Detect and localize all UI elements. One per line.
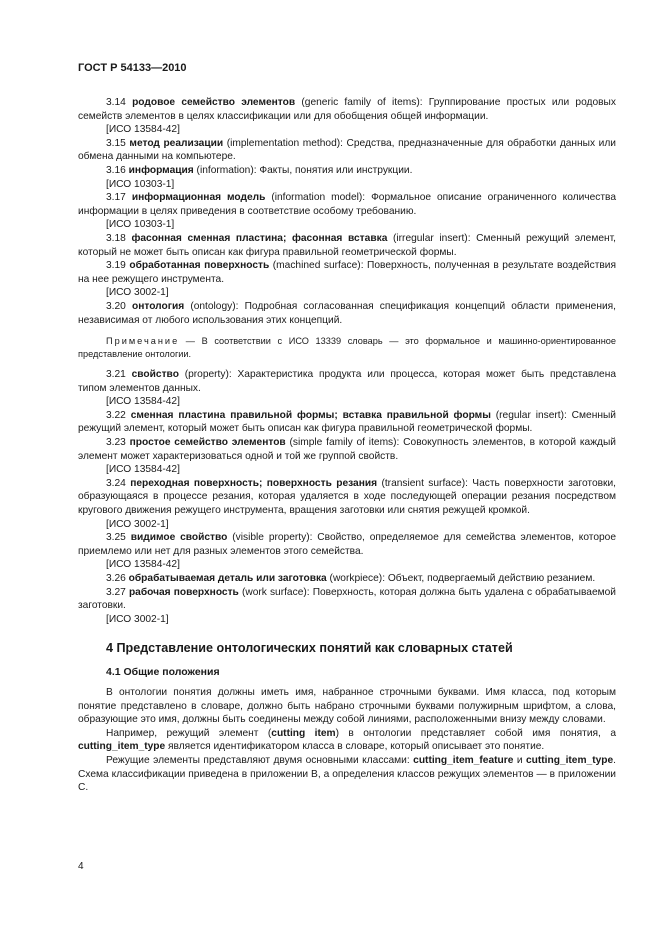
entry-3-26: 3.26 обрабатываемая деталь или заготовка (workpiece): Объект, подвергаемый действию резанием. [106, 573, 596, 584]
entry-3-19: 3.19 обработанная поверхность (machined surface): Поверхность, полученная в результате воздействия на нее режущего инструмента. [78, 260, 616, 285]
entry-3-14: 3.14 родовое семейство элементов (generic family of items): Группирование простых или родовых семейств элементов в целях классификации или для обобщения общей информации. [78, 97, 616, 122]
source-ref: [ИСО 13584-42] [106, 124, 180, 136]
paragraph: Например, режущий элемент (cutting item) в онтологии представляет собой имя понятия, а cutting_item_type является идентификатором класса в словаре, который описывает это понятие. [78, 727, 616, 753]
term: простое семейство элементов [129, 437, 286, 449]
note: Примечание — В соответствии с ИСО 13339 словарь — это формальное и машинно-ориентированное представление онтологии. [78, 336, 616, 359]
entry-3-15: 3.15 метод реализации (implementation method): Средства, предназначенные для обработки данных или обмена данными на компьютере. [78, 137, 616, 163]
entry-3-25: 3.25 видимое свойство (visible property): Свойство, определяемое для семейства элементов, которое приемлемо или нет для разных элементов этого семейства. [78, 532, 616, 557]
entry-3-24: 3.24 переходная поверхность; поверхность резания (transient surface): Часть поверхности заготовки, образующаяся в процессе резания, которая удаляется в ходе последующей операции резания посредством кругового движения режущего инструмента, вращения заготовки или снятия режущей кромкой. [78, 477, 617, 517]
term: сменная пластина правильной формы; вставка правильной формы [130, 409, 491, 421]
term: свойство [131, 369, 179, 381]
paragraph: В онтологии понятия должны иметь имя, набранное строчными буквами. Имя класса, под которым понятие представлено в словаре, должно быть набрано строчными буквами полужирным шрифтом, а слова, образующие это имя, должны быть соединены между собой линиями, расположенными внизу между словами. [78, 686, 616, 726]
term: рабочая поверхность [128, 586, 239, 598]
entry-3-16: 3.16 информация (information): Факты, понятия или инструкции. [106, 164, 413, 176]
term: фасонная сменная пластина; фасонная вставка [131, 232, 388, 244]
document-header: ГОСТ Р 54133—2010 [78, 62, 187, 74]
source-ref: [ИСО 13584-42] [106, 396, 180, 408]
entry-3-21: 3.21 свойство (property): Характеристика продукта или процесса, которая может быть представлена типом элементов данных. [78, 369, 616, 394]
source-ref: [ИСО 3002-1] [106, 613, 169, 625]
subsection-heading: 4.1 Общие положения [106, 666, 220, 679]
term: метод реализации [129, 137, 224, 149]
term: онтология [131, 300, 185, 312]
source-ref: [ИСО 10303-1] [106, 178, 175, 190]
term: обрабатываемая деталь или заготовка [128, 573, 327, 584]
term: видимое свойство [130, 532, 228, 544]
term: переходная поверхность; поверхность резания [130, 477, 378, 489]
page-content [78, 96, 616, 795]
note-label: Примечание [106, 336, 180, 347]
page-number: 4 [78, 861, 84, 872]
source-ref: [ИСО 3002-1] [106, 287, 169, 299]
paragraph: Режущие элементы представляют двумя основными классами: cutting_item_feature и cutting_item_type. Схема классификации приведена в приложении В, а определения классов режущих элементов — в приложении С. [78, 754, 616, 794]
section-heading: 4 Представление онтологических понятий как словарных статей [106, 641, 513, 656]
term: родовое семейство элементов [132, 97, 296, 108]
source-ref: [ИСО 3002-1] [106, 518, 169, 530]
entry-3-23: 3.23 простое семейство элементов (simple family of items): Совокупность элементов, в которой каждый элемент может характеризоваться одной и той же группой свойств. [78, 437, 616, 462]
source-ref: [ИСО 13584-42] [106, 559, 180, 571]
entry-3-18: 3.18 фасонная сменная пластина; фасонная вставка (irregular insert): Сменный режущий элемент, который не может быть описан как фигура правильной геометрической формы. [78, 232, 616, 258]
term: информация [128, 164, 194, 176]
term: обработанная поверхность [129, 260, 270, 272]
source-ref: [ИСО 10303-1] [106, 219, 175, 231]
entry-3-20: 3.20 онтология (ontology): Подробная согласованная спецификация концепций области применения, независимая от любого использования этих концепций. [78, 300, 616, 326]
term: информационная модель [131, 192, 266, 204]
entry-3-17: 3.17 информационная модель (information model): Формальное описание ограниченного количества информации в целях приведения в соответствие особому требованию. [78, 192, 616, 217]
entry-3-22: 3.22 сменная пластина правильной формы; вставка правильной формы (regular insert): Сменный режущий элемент, который может быть описан как фигура правильной геометрической формы. [78, 409, 616, 435]
source-ref: [ИСО 13584-42] [106, 464, 180, 476]
entry-3-27: 3.27 рабочая поверхность (work surface): Поверхность, которая должна быть удалена с обрабатываемой заготовки. [78, 586, 616, 612]
